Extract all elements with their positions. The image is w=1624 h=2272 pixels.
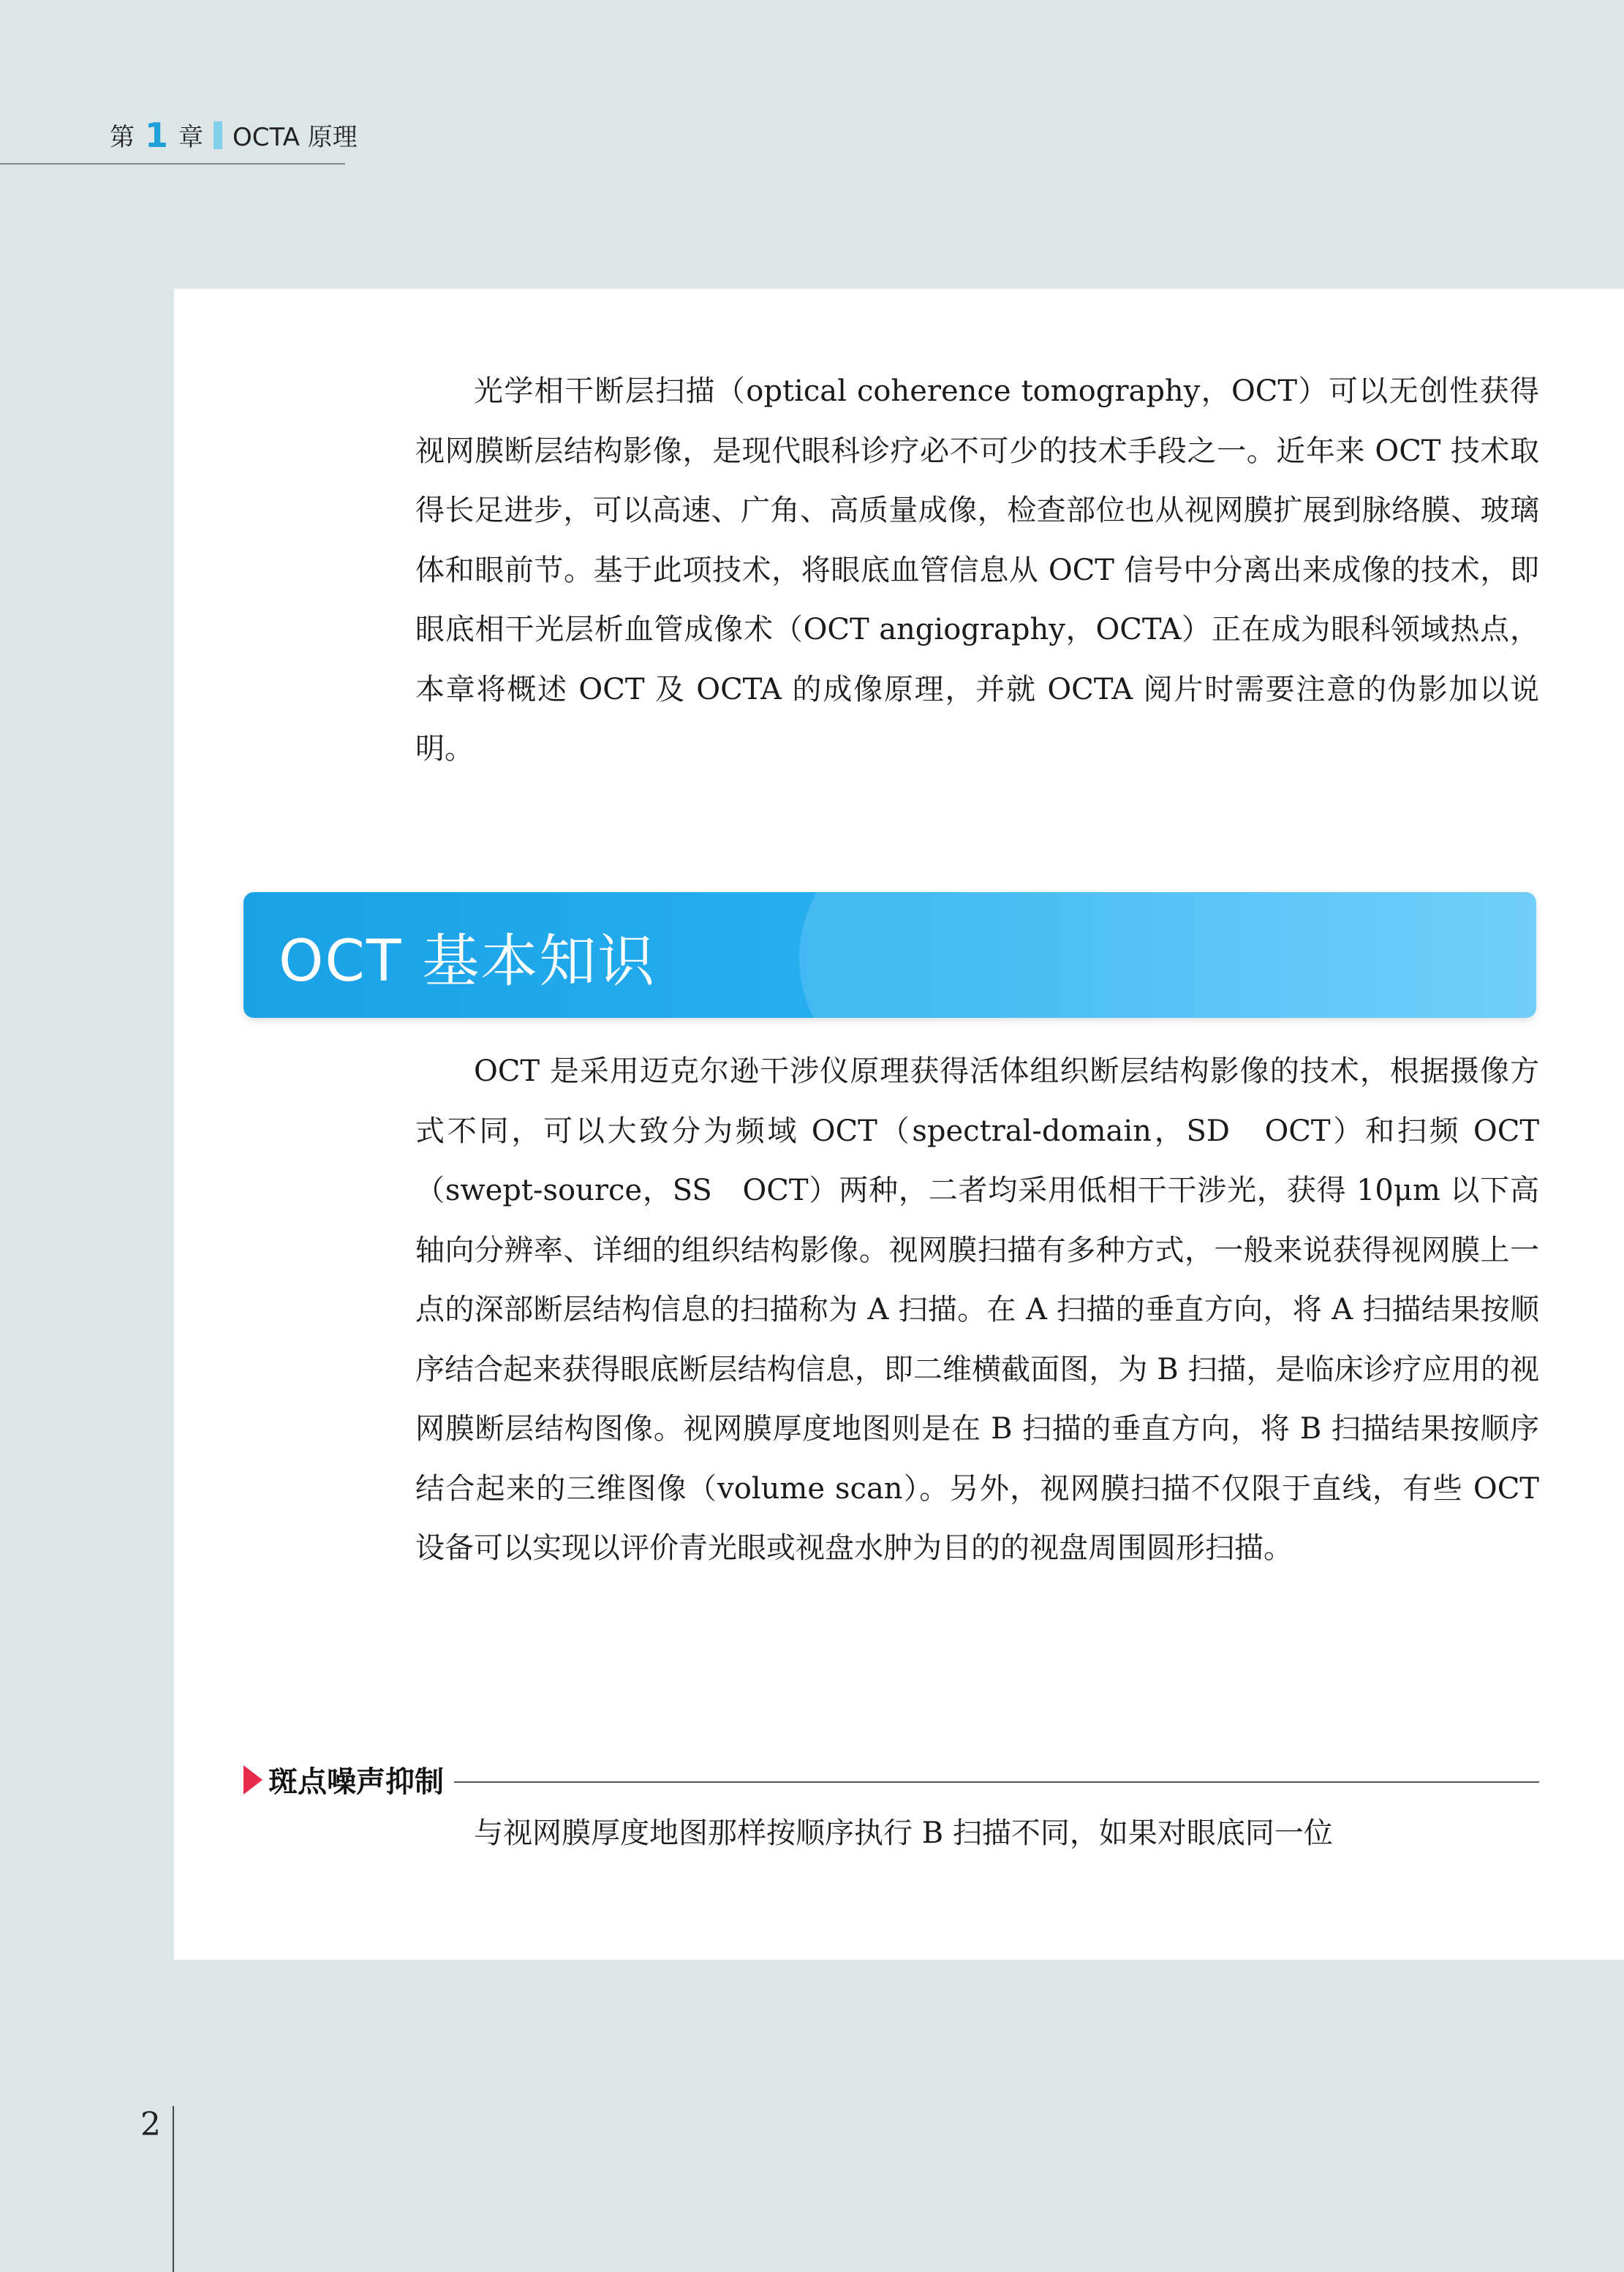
page-number-rule <box>173 2106 174 2272</box>
chapter-marker-bar <box>214 121 222 149</box>
content-panel <box>174 289 1624 1960</box>
chapter-number: 1 <box>145 115 169 155</box>
header-rule <box>0 163 345 165</box>
banner-swoosh-decoration <box>799 892 1536 1018</box>
subsection-heading-label: 斑点噪声抑制 <box>268 1765 444 1799</box>
subsection-heading <box>243 1759 1539 1800</box>
triangle-marker-icon <box>243 1765 263 1794</box>
subsection-heading-rule <box>454 1781 1539 1783</box>
section-banner <box>243 892 1536 1018</box>
chapter-prefix: 第 <box>110 123 135 152</box>
intro-paragraph: 光学相干断层扫描（optical coherence tomography，OCT）可以无创性获得视网膜断层结构影像，是现代眼科诊疗必不可少的技术手段之一。近年来 OCT 技术取得长足进步，可以高速、广角、高质量成像，检查部位也从视网膜扩展到脉络膜、玻璃体和眼前节。基于此项技术，将眼底血管信息从 OCT 信号中分离出来成像的技术，即眼底相干光层析血管成像术（OCT angiography，OCTA）正在成为眼科领域热点，本章将概述 OCT 及 OCTA 的成像原理，并就 OCTA 阅片时需要注意的伪影加以说明。 <box>415 374 1539 766</box>
section-heading: OCT 基本知识 <box>279 929 657 995</box>
subsection-paragraph: 与视网膜厚度地图那样按顺序执行 B 扫描不同，如果对眼底同一位 <box>474 1816 1333 1850</box>
page-number: 2 <box>140 2106 161 2143</box>
section-paragraph: OCT 是采用迈克尔逊干涉仪原理获得活体组织断层结构影像的技术，根据摄像方式不同，可以大致分为频域 OCT（spectral-domain，SD OCT）和扫频 OCT（swept-source，SS OCT）两种，二者均采用低相干干涉光，获得 10μm 以下高轴向分辨率、详细的组织结构影像。视网膜扫描有多种方式，一般来说获得视网膜上一点的深部断层结构信息的扫描称为 A 扫描。在 A 扫描的垂直方向，将 A 扫描结果按顺序结合起来获得眼底断层结构信息，即二维横截面图，为 B 扫描，是临床诊疗应用的视网膜断层结构图像。视网膜厚度地图则是在 B 扫描的垂直方向，将 B 扫描结果按顺序结合起来的三维图像（volume scan）。另外，视网膜扫描不仅限于直线，有些 OCT 设备可以实现以评价青光眼或视盘水肿为目的的视盘周围圆形扫描。 <box>415 1054 1539 1565</box>
chapter-title: OCTA 原理 <box>233 123 358 152</box>
running-header <box>110 117 358 153</box>
chapter-suffix: 章 <box>178 123 204 152</box>
